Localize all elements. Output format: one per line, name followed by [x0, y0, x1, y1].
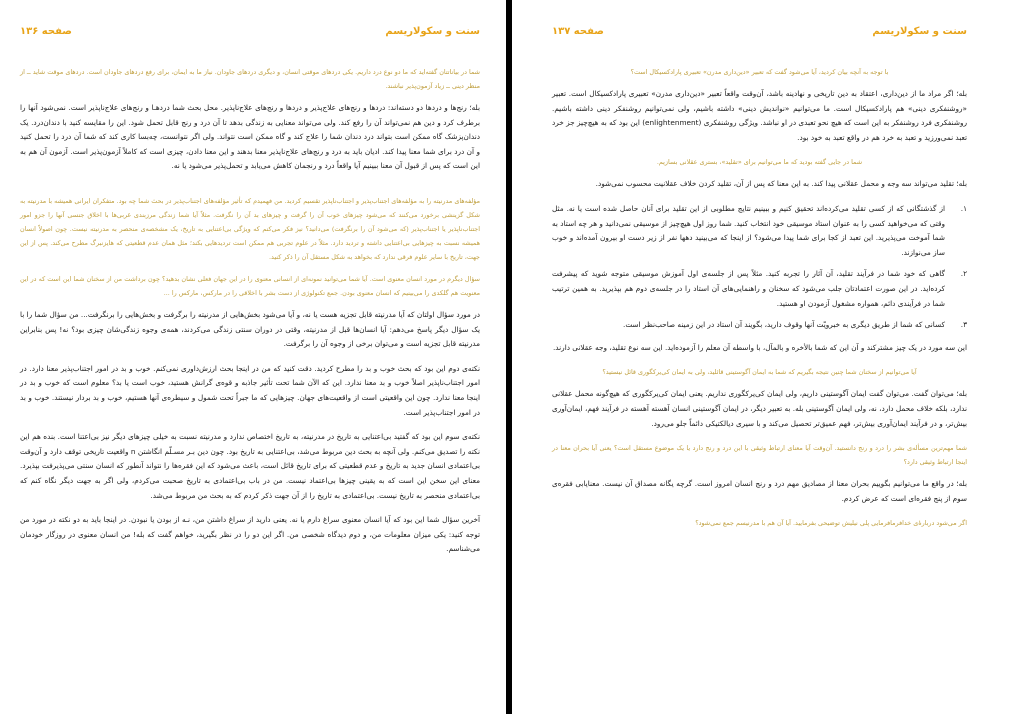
list-item [552, 267, 967, 311]
answer-3: بله؛ می‌توان گفت. می‌توان گفت ایمان آگوستینی داریم، ولی ایمان کی‌یرکگوری نداریم. یعنی ایمان کی‌یرکگوری که هیچ‌گونه محمل عقلانی ندارد، بلکه خلاف محمل دارد، نه، ولی ایمان آگوستینی بله. به تعبیر دیگر، در ایمان آگوستینی انسان آهسته آهسته در فرآیند فهم، ایمان‌آوری بیش‌تر، و در فرآیند ایمان‌آوری بیش‌تر، فهم عمیق‌تر تحصیل می‌کند و با سیری دیالکتیکی دائماً جلو می‌رود. [552, 389, 967, 428]
numbered-list [552, 202, 967, 333]
question-4: شما مهم‌ترین مسأله‌ی بشر را درد و رنج دانستید. آن‌وقت آیا معنای ارتباط وثیقی با این درد و رنج دارد یا یک موضوع مستقل است؟ یعنی آیا بحران معنا در اینجا ارتباط وثیقی دارد؟ [552, 444, 967, 467]
list-item-number: ۳. [960, 320, 967, 330]
answer-4: بله؛ در واقع ما می‌توانیم بگوییم بحران معنا از مصادیق مهم درد و رنج انسان امروز است. گرچه یگانه مصداق آن نیست. معنایابی فقره‌ی سوم از پنج فقره‌ای است که عرض کردم. [552, 479, 967, 503]
answer-3: نکته‌ی دوم این بود که بحث خوب و بد را مطرح کردید. دقت کنید که من در اینجا بحث ارزش‌داوری نمی‌کنم. خوب و بد در امور اجتناب‌پذیر معنا دارد. در امور اجتناب‌ناپذیر اصلاً خوب و بد معنا ندارد. این که الآن شما تحت تأثیر جاذبه و قوه‌ی گرانش هستید، خوب است یا بد؟ معلوم است که خوب و بد در اینجا معنا ندارد. چون این واقعیتی است از واقعیت‌های جهان. چیزهایی که ما جبراً تحت شمول و سیطره‌ی آنها هستیم، خوب و بد بردار نیستند. خوب و بد در امور اجتناب‌پذیر است. [20, 363, 480, 417]
list-item-text: گاهی که خود شما در فرآیند تقلید، آن آثار را تجربه کنید. مثلاً پس از جلسه‌ی اول آموزش موسیقی متوجه شوید که پیشرفت کرده‌اید. در این صورت اعتمادتان جلب می‌شود که سخنان و راهنمایی‌های آن استاد را در جلسه‌ی دوم هم بپذیرید. به همین ترتیب شما در فرآیندی دائم، همواره مشغول آزمودن او هستید. [552, 269, 945, 308]
left-page-title: سنت و سکولاریسم [385, 26, 480, 37]
left-page-number: صفحه ۱۳۶ [20, 26, 72, 37]
list-item-number: ۱. [960, 203, 967, 213]
question-2: شما در جایی گفته بودید که ما می‌توانیم برای «تقلید»، بستری عقلانی بسازیم. [656, 158, 863, 167]
answer-1: بله؛ رنج‌ها و دردها دو دسته‌اند: دردها و رنج‌های علاج‌پذیر و دردها و رنج‌های علاج‌ناپذیر. محل بحث شما دردهـا و رنج‌های علاج‌ناپذیر است. نمی‌شود آنها را برطرف کرد و دین هم نمی‌تواند آن را رفع کند. ولی می‌تواند معنایی به زندگی بدهد تا آن درد و رنج قابل تحمل شود. این را مقایسه کنید با دندان‌درد. یک دندان‌پزشک گاه ممکن است بتواند درد دندان شما را علاج کند و گاه ممکن است نتواند. ولی اگر نتوانست، چه‌بسا کاری کند که شما آن درد را تحمل کنید و آن درد برای شما معنا پیدا کند. ادیان باید به درد و رنج‌های علاج‌ناپذیر معنا بدهند و این معنا دادن، چیزی است که کاملاً آزمون‌پذیر است. آزمون آن هم به این است که پس از قبول آن معنا ببینیم آیا واقعاً درد و رنجمان کاهش می‌یابد و تحمل‌پذیر می‌شود یا نه. [20, 103, 480, 171]
book-spine [506, 0, 512, 714]
list-item [552, 318, 967, 333]
answer-2-conclusion: این سه مورد در یک چیز مشترکند و آن این که شما بالأخره و بالمآل، با واسطه آن معلم را آزموده‌اید. این سه نوع تقلید، وجه عقلانی دارند. [552, 342, 967, 352]
question-2: مؤلفه‌های مدرنیته را به مؤلفه‌های اجتناب‌پذیر و اجتناب‌ناپذیر تقسیم کردید. من فهمیدم که تأثیر مؤلفه‌های اجتناب‌پذیر در بحث شما چه بود. متفکران ایرانی همیشه با مدرنیته به شکل گزینشی برخورد می‌کنند که می‌شود چیزهای خوب آن را گرفت و چیزهای بد آن را نگرفت. مثلاً آیا شما زندگی مرزبندی غربی‌ها با اخلاق جنسی آنها را جزو امور اجتناب‌ناپذیر یا اجتناب‌پذیر (که می‌شود آن را برنگرفت) می‌دانید؟ نیز فکر می‌کنم که ویژگی بی‌اعتنایی به تاریخ، یک مشخصه‌ی منحصر به مدرنیته نیست. چون اصولاً انسان همیشه نسبت به چیزهایی بی‌اعتنایی داشته و تردید دارد. مثلاً در علوم تجربی هم ممکن است تردیدهایی بکند؛ مثل همان عدم قطعیتی که هایزنبرگ مطرح می‌کند. پس از این جهت، تاریخ با سایر علوم فرقی ندارد که بخواهد به شکل مستقل آن را ذکر کنید. [20, 196, 480, 261]
list-item-number: ۲. [960, 269, 967, 279]
right-page-title: سنت و سکولاریسم [872, 26, 967, 37]
answer-4: نکته‌ی سوم این بود که گفتید بی‌اعتنایی به تاریخ در مدرنیته، به تاریخ اختصاص ندارد و مدرنیته نسبت به خیلی چیزهای دیگر نیز بی‌اعتنا است. بنده هم این نکته را تصدیق می‌کنم. ولی آنچه به بحث دین مربوط می‌شد، بی‌اعتنایی به تاریخ بود. چون دین بـر مسـلّم انگاشتن n واقعیت تاریخی توقف دارد و آن‌وقت بی‌اعتمادی انسان جدید به تاریخ و عدم قطعیتی که برای تاریخ قائل است، باعث می‌شود که این فقره‌ها را نتواند آنطور که انسان سنتی می‌پذیرفت بپذیرد. معنای این سخن این است که به یقینی چیزها بی‌اعتماد نیست. من در باب بی‌اعتمادی به تاریخ صحبت می‌کردم، ولی اگر به جهت دیگر نگاه کنم که بی‌اعتمادی منحصر به تاریخ نیست. بی‌اعتمادی به تاریخ را از آن جهت ذکر کردم که به بحث من مربوط می‌شد. [20, 432, 480, 500]
right-page-header [552, 26, 967, 37]
question-1: با توجه به آنچه بیان کردید، آیا می‌شود گفت که تعبیر «دین‌داری مدرن» تعبیری پارادکسیکال است؟ [630, 68, 889, 76]
left-page [0, 0, 506, 714]
list-item [552, 202, 967, 260]
question-3: سؤال دیگرم در مورد انسان معنوی است. آیا شما می‌توانید نمونه‌ای از انسانی معنوی را در این جهان فعلی نشان بدهید؟ چون برداشت من از سخنان شما این است که در این معنویت هم گلکدی را می‌بینیم که انسان معنوی بودن. جمع تکنولوژی از دست بشر با اخلاقی را در مارکس، مارکس را ... [20, 274, 480, 297]
question-5: اگر می‌شود دربارۀی خدافرمافرمایی پلی نیلیش توضیحی بفرمایید. آیا آن هم با مدرنیسم جمع نمی‌شود؟ [695, 519, 967, 528]
list-item-text: از گذشتگانی که از کسی تقلید می‌کرده‌اند تحقیق کنیم و ببینیم نتایج مطلوبی از این تقلید برای آنان حاصل شده است یا نه. مثل وقتی که می‌خواهید کسی را به عنوان استاد موسیقی خود انتخاب کنید. شما روز اول هیچ‌چیز از موسیقی نمی‌دانید و هر چه استاد به شما آموخت می‌پذیرید. این تعبد از کجا برای شما پیدا می‌شود؟ از اینجا که می‌بینید دهها نفر از زیر دست او بیرون آمده‌اند و خوب ساز می‌نوازند. [552, 203, 945, 257]
answer-1: بله؛ اگر مراد ما از دین‌داری، اعتقاد به دین تاریخی و نهادینه باشد، آن‌وقت واقعاً تعبیر «دین‌داری مدرن» تعبیری پارادکسیکال است. تعبیر «روشنفکری دینی» هم پارادکسیکال است. ما می‌توانیم «نواندیش دینی» داشته باشیم، ولی نمی‌توانیم روشنفکر دینی داشته باشیم. روشنفکری فرد روشنفکر به این است که هیچ نحو تعبدی در او نباشد. ویژگی روشنفکری (enlightenment) این بود که به هیچ‌چیز جز خرد تعبد نمی‌ورزید و تعبد به خرد هم در واقع تعبد به خود بود. [552, 89, 967, 142]
question-1: شما در بیاناتتان گفته‌اید که ما دو نوع درد داریم. یکی دردهای موقتی انسان، و دیگری دردهای جاودان. نیاز ما به ایمان، برای رفع دردهای جاودان است. دردهای موقت شاید ــ از منظر دینی ــ زیاد آزمون‌پذیر نباشند. [20, 68, 480, 90]
right-page [512, 0, 1015, 714]
question-3: آیا می‌توانیم از سخنان شما چنین نتیجه بگیریم که شما به ایمان آگوستینی قائلید، ولی به ایمان کی‌یرکگوری قائل نیستید؟ [602, 368, 917, 377]
answer-2: در مورد سؤال اولتان که آیا مدرنیته قابل تجزیه هست یا نه، و آیا می‌شود بخش‌هایی از مدرنیته را برگرفت و بخش‌هایی را برنگرفت... من سؤال شما را با یک سؤال دیگر پاسخ می‌دهم: آیا انسان‌ها قبل از مدرنیته، وقتی در دوران سنتی زندگی می‌کردند، همه‌ی وجوه زندگی‌شان چیزی بود؟ نه! پس بنابراین مدرنیته قابل تجزیه است و می‌توان برخی از وجوه آن را برگرفت. [20, 309, 480, 349]
answer-5: آخرین سؤال شما این بود که آیا انسان معنوی سراغ دارم یا نه. یعنی دارید از سراغ داشتن من، نـه از بودن یا نبودن. در اینجا باید به دو نکته در مورد من توجه کنید: یکی میزان معلومات من، و دوم دیدگاه شخصی من. اگر این دو را در نظر بگیرید، خواهم گفت که بله! من انسان معنوی در روزگار خودمان می‌شناسم. [20, 515, 480, 554]
right-page-number: صفحه ۱۳۷ [552, 26, 604, 37]
list-item-text: کسانی که شما از طریق دیگری به خبرویّت آنها وقوف دارید، بگویند آن استاد در این زمینه صاحب‌نظر است. [623, 320, 945, 330]
answer-2: بله؛ تقلید می‌تواند سه وجه و محمل عقلانی پیدا کند. به این معنا که پس از آن، تقلید کردن خلاف عقلانیت محسوب نمی‌شود. [595, 179, 967, 189]
left-page-header [20, 26, 480, 37]
